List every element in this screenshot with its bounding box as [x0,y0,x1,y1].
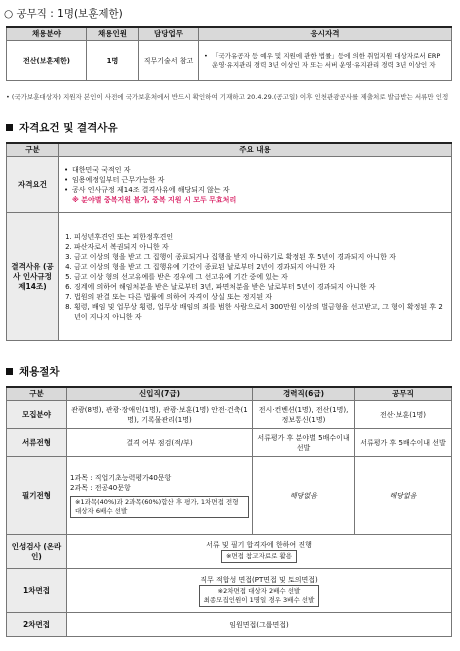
cell-count: 1명 [87,41,139,81]
col-header-duty: 담당업무 [139,27,199,41]
disqualification-cell [59,213,452,341]
section-heading-requirements [6,120,118,135]
interview-2-cell: 임원면접(그룹면접) [67,613,452,637]
col-header-field: 채용분야 [7,27,87,41]
dis-item: 3. 금고 이상의 형을 받고 그 집행이 종료되거나 집행을 받지 아니하기로 확정된 후 5년이 경과되지 아니한 자 [74,252,448,262]
doc-experienced: 서류평가 후 분야별 5배수이내 선발 [253,429,355,457]
col-header-count: 채용인원 [87,27,139,41]
written-experienced: 해당없음 [253,457,355,535]
dis-item: 8. 횡령, 배임 및 업무상 횡령, 업무상 배임의 죄를 범한 사람으로서 300만원 이상의 벌금형을 선고받고, 그 형이 확정된 후 2년이 지나지 아니한 자 [74,302,448,322]
written-note-box: ※1과목(40%)과 2과목(60%)합산 후 평가, 1차면접 전형 대상자 6배수 선발 [70,496,249,518]
row-label-personality: 인성검사 (온라인) [7,535,67,569]
req-item: • 대한민국 국적인 자 [72,165,448,175]
procedure-table [6,386,452,637]
req-item: • 공사 인사규정 제14조 결격사유에 해당되지 않는 자 [72,185,448,195]
col-header-qualification: 응시자격 [199,27,452,41]
written-new [67,457,253,535]
row-label-document: 서류전형 [7,429,67,457]
requirements-table [6,142,452,341]
field-gongmujik: 전산·보훈(1명) [355,401,452,429]
col-header-category: 구분 [7,387,67,401]
written-subject-1: 1과목 : 직업기초능력평가40문항 [70,474,172,482]
gongmujik-table [6,26,452,81]
veteran-note [6,92,454,102]
dis-item: 7. 법원의 판결 또는 다른 법률에 의하여 자격이 상실 또는 정지된 자 [74,292,448,302]
row-label-requirements: 자격요건 [7,157,59,213]
dis-item: 5. 금고 이상 형의 선고유예를 받은 경우에 그 선고유예 기간 중에 있는 자 [74,272,448,282]
row-label-interview-2: 2차면접 [7,613,67,637]
cell-duty: 직무기술서 참고 [139,41,199,81]
interview-1-note-box [199,585,320,607]
row-label-interview-1: 1차면접 [7,569,67,613]
dis-item: 4. 금고 이상의 형을 받고 그 집행유예 기간이 종료된 날로부터 2년이 경과되지 아니한 자 [74,262,448,272]
doc-gongmujik: 서류평가 후 5배수이내 선발 [355,429,452,457]
personality-note-box: ※면접 참고자료로 활용 [221,550,297,563]
col-header-experienced: 경력직(6급) [253,387,355,401]
square-bullet-icon [6,124,13,131]
heading-text: 자격요건 및 결격사유 [19,122,118,134]
duplicate-warning: ※ 분야별 중복지원 불가, 중복 지원 시 모두 무효처리 [72,195,237,204]
personality-cell [67,535,452,569]
doc-new: 결격 여부 점검(적/부) [67,429,253,457]
field-experienced: 전시·컨벤션(1명), 전산(1명), 정보통신(1명) [253,401,355,429]
row-label-field: 모집분야 [7,401,67,429]
cell-qualification [199,41,452,81]
section-heading-procedure [6,364,60,379]
cell-field: 전산(보훈제한) [7,41,87,81]
row-label-written: 필기전형 [7,457,67,535]
col-header-new: 신입직(7급) [67,387,253,401]
col-header-gongmujik: 공무직 [355,387,452,401]
requirements-cell [59,157,452,213]
interview-1-text: 직무 적합성 면접(PT면접 및 토의면접) [200,575,318,584]
req-item: • 임용예정일부터 근무가능한 자 [72,175,448,185]
field-new: 관광(8명), 관광·장애인(1명), 관광·보훈(1명) 안전·건축(1명), 기록물관리(1명) [67,401,253,429]
col-header-category: 구분 [7,143,59,157]
row-label-disqualification: 결격사유 (공사 인사규정 제14조) [7,213,59,341]
interview-1-note-2: 최종모집인원이 1명일 경우 3배수 선발 [203,595,315,604]
written-gongmujik: 해당없음 [355,457,452,535]
interview-1-cell [67,569,452,613]
written-subject-2: 2과목 : 전공40문항 [70,484,131,492]
square-bullet-icon [6,368,13,375]
col-header-content: 주요 내용 [59,143,452,157]
dis-item: 6. 징계에 의하여 해임처분을 받은 날로부터 3년, 파면처분을 받은 날로부터 5년이 경과되지 아니한 자 [74,282,448,292]
dis-item: 1. 피성년후견인 또는 피한정후견인 [74,232,448,242]
interview-1-note-1: ※2차면접 대상자 2배수 선발 [217,586,301,595]
personality-text: 서류 및 필기 합격자에 한하여 진행 [206,541,312,549]
note-bullet: • [6,93,12,101]
note-text: (국가보훈대상자) 지원자 본인이 사전에 국가보훈처에서 반드시 확인하여 기재하고 20.4.29.(공고일) 이후 인천관광공사를 제출처로 발급받는 서류만 인정 [11,93,449,101]
qualification-text: • 「국가유공자 등 예우 및 지원에 관한 법률」등에 의한 취업지원 대상자로서 ERP 운영·유지관리 경력 3년 이상인 자 또는 서버 운영·유지관리 경력 3년 이상인 자 [212,52,448,70]
heading-text: 채용절차 [19,366,60,378]
section-title-gongmujik: ○ 공무직 : 1명(보훈제한) [4,8,123,20]
dis-item: 2. 파산자로서 복권되지 아니한 자 [74,242,448,252]
